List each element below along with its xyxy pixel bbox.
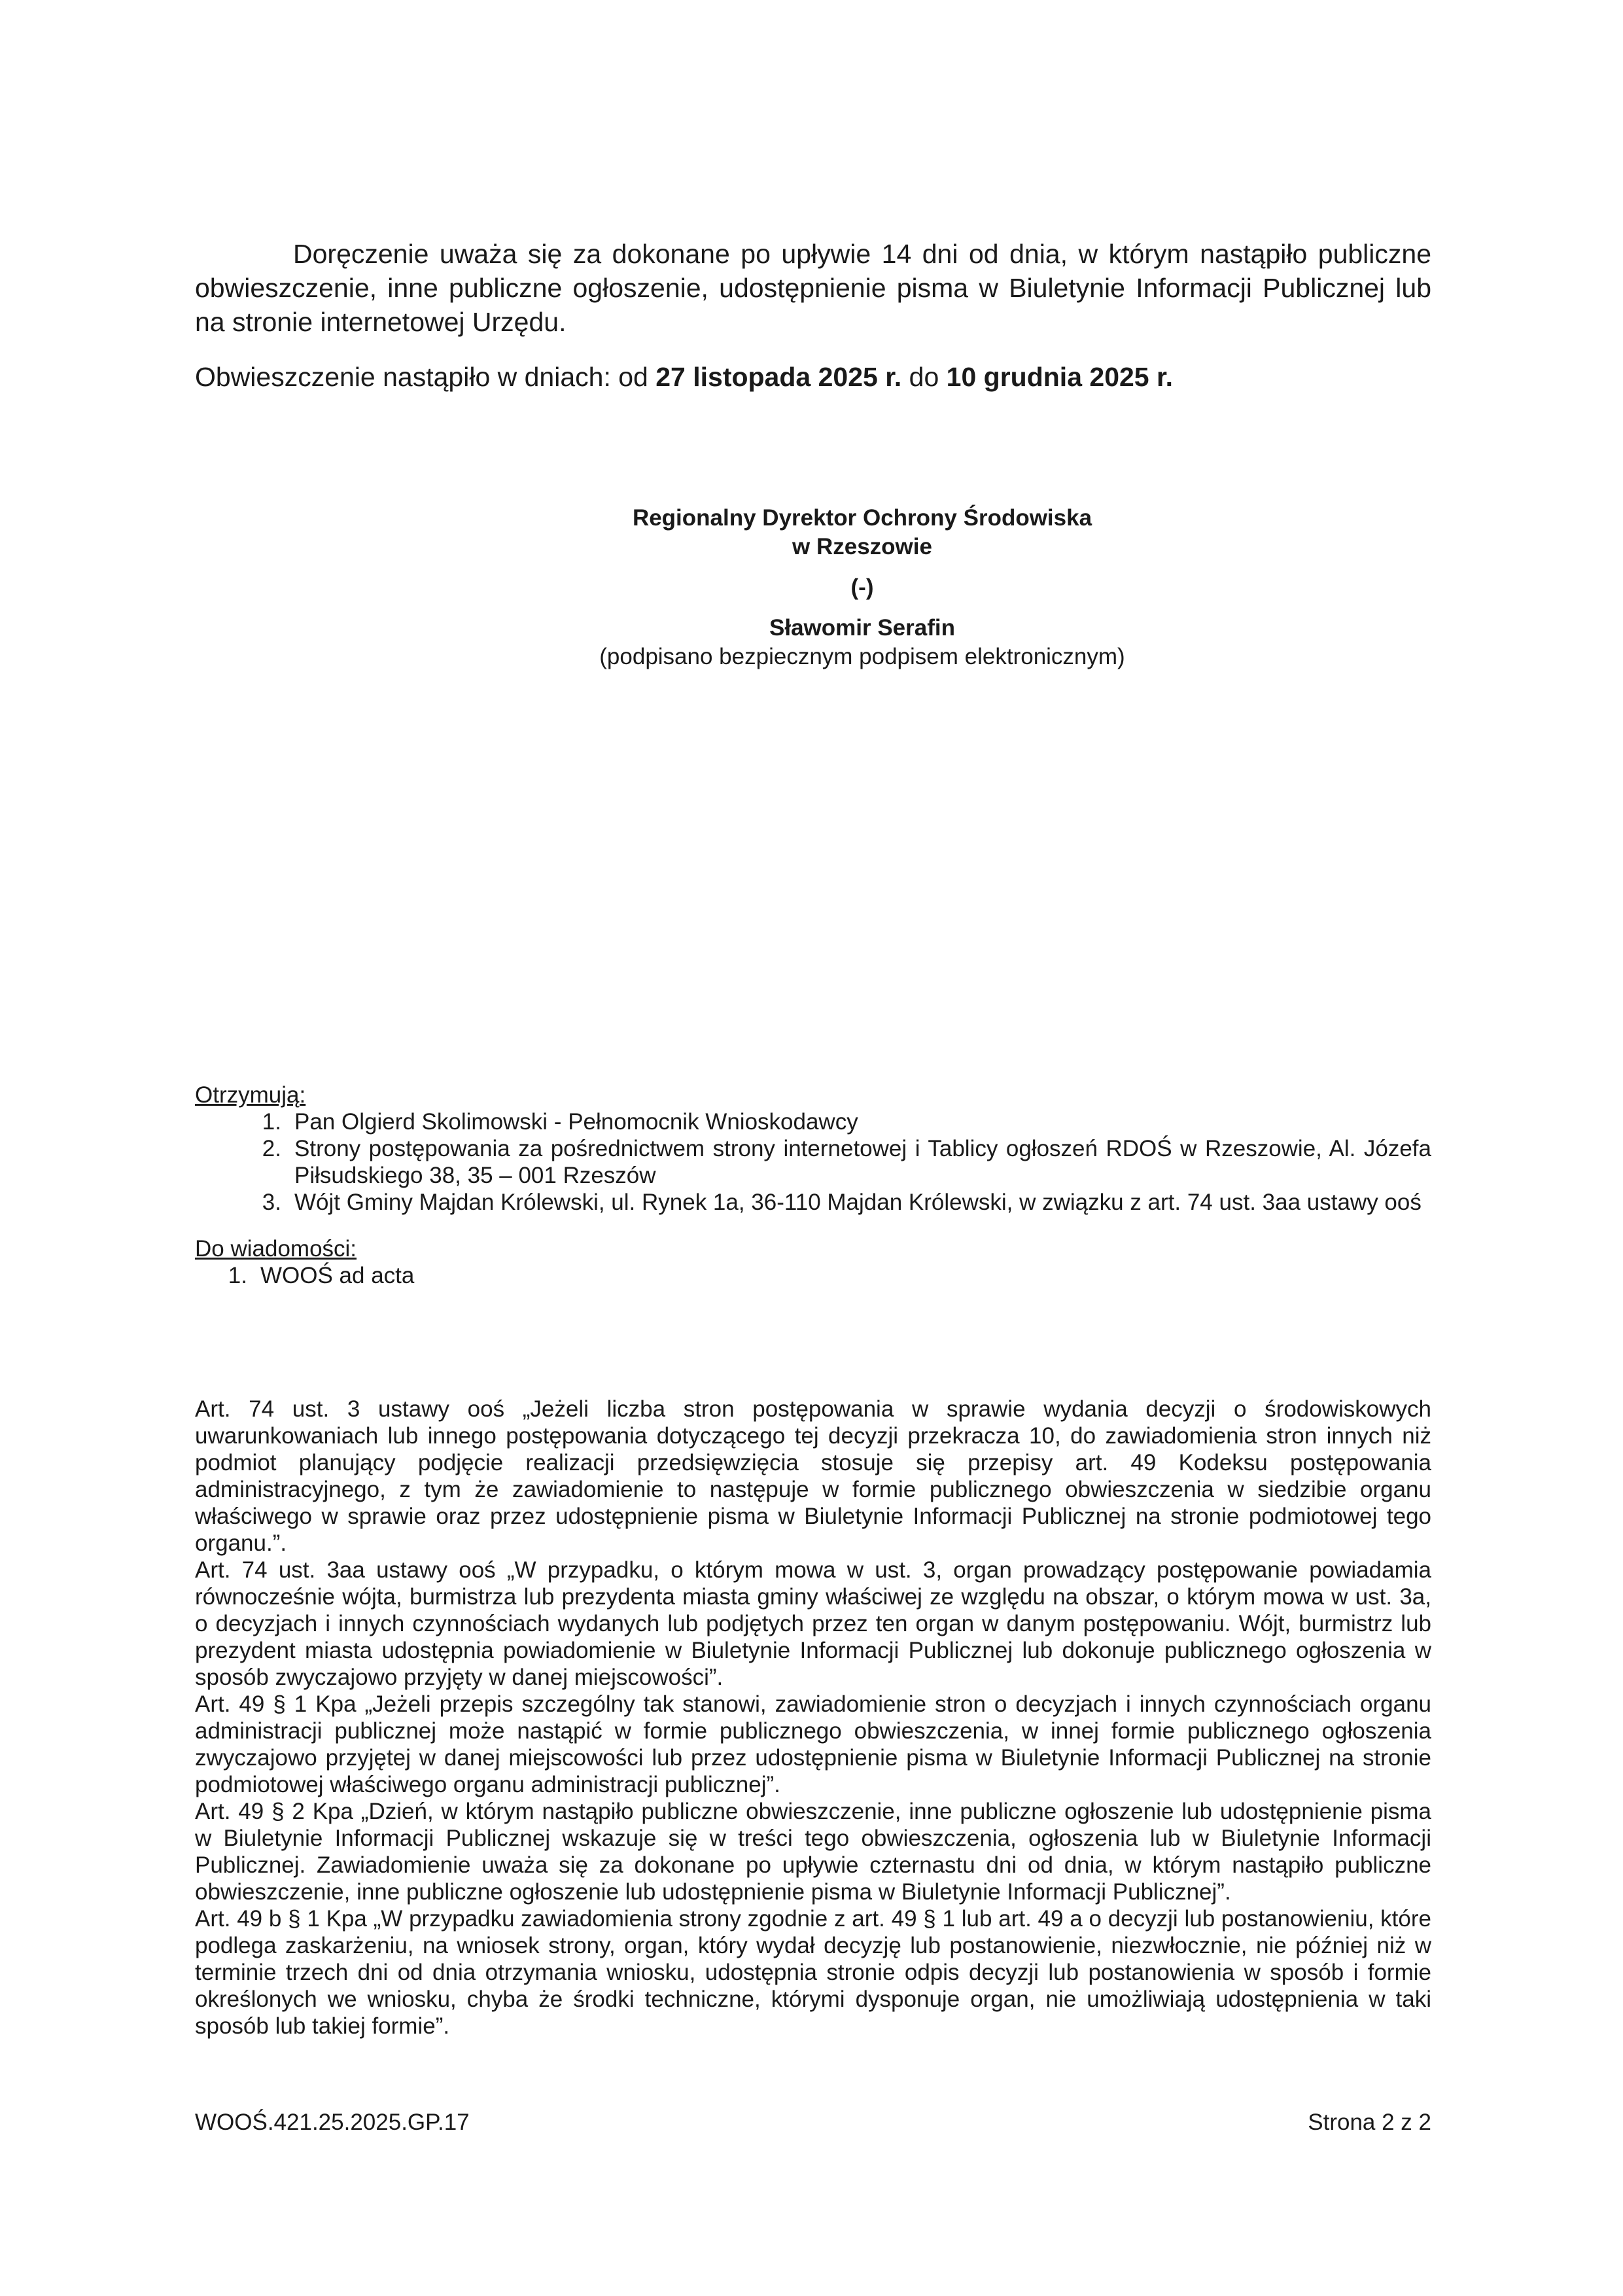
list-number: 3. [262,1190,281,1215]
intro-text: Doręczenie uważa się za dokonane po upływie 14 dni od dnia, w którym nastąpiło publiczne obwieszczenie, inne publiczne ogłoszenie, udostępnienie pisma w Biuletynie Informacji Publicznej lub na stronie internetowej Urzędu. [195,239,1431,337]
list-text: WOOŚ ad acta [260,1263,415,1288]
document-reference: WOOŚ.421.25.2025.GP.17 [195,2110,470,2135]
legal-paragraph: Art. 49 b § 1 Kpa „W przypadku zawiadomienia strony zgodnie z art. 49 § 1 lub art. 49 a o decyzji lub postanowieniu, które podlega zaskarżeniu, na wniosek strony, organ, który wydał decyzję lub postanowienie, niezwłocznie, nie później niż w terminie trzech dni od dnia otrzymania wniosku, udostępnia stronie odpis decyzji lub postanowienia w sposób i formie określonych we wniosku, chyba że środki techniczne, którymi dysponuje organ, nie umożliwiają udostępnienia w taki sposób lub takiej formie”. [195,1906,1431,2039]
intro-paragraph [195,237,1431,339]
list-item [195,1189,1431,1216]
list-item [195,1262,1431,1289]
legal-paragraph: Art. 49 § 2 Kpa „Dzień, w którym nastąpiło publiczne obwieszczenie, inne publiczne ogłoszenie lub udostępnienie pisma w Biuletynie Informacji Publicznej wskazuje się w treści tego obwieszczenia, ogłoszenia lub w Biuletynie Informacji Publicznej. Zawiadomienie uważa się za dokonane po upływie czternastu dni od dnia, w którym nastąpiło publiczne obwieszczenie, inne publiczne ogłoszenie lub udostępnienie pisma w Biuletynie Informacji Publicznej”. [195,1799,1431,1905]
signature-title-line1: Regionalny Dyrektor Ochrony Środowiska [632,505,1092,531]
list-text: Wójt Gminy Majdan Królewski, ul. Rynek 1a, 36-110 Majdan Królewski, w związku z art. 74 ust. 3aa ustawy ooś [294,1190,1422,1215]
recipients-heading: Otrzymują: [195,1082,306,1108]
for-info-heading: Do wiadomości: [195,1236,357,1262]
dates-prefix: Obwieszczenie nastąpiło w dniach: od [195,362,656,392]
legal-paragraph: Art. 49 § 1 Kpa „Jeżeli przepis szczególny tak stanowi, zawiadomienie stron o decyzjach i innych czynnościach organu administracji publicznej może nastąpić w formie publicznego obwieszczenia, w innej formie publicznego ogłoszenia zwyczajowo przyjętej w danej miejscowości lub przez udostępnienie pisma w Biuletynie Informacji Publicznej na stronie podmiotowej właściwego organu administracji publicznej”. [195,1691,1431,1797]
list-number: 1. [262,1109,281,1135]
list-number: 2. [262,1136,281,1161]
recipients-list [195,1108,1431,1216]
date-to: 10 grudnia 2025 r. [946,362,1174,392]
legal-paragraph: Art. 74 ust. 3aa ustawy ooś „W przypadku, o którym mowa w ust. 3, organ prowadzący postępowanie powiadamia równocześnie wójta, burmistrza lub prezydenta miasta gminy właściwej ze względu na obszar, o którym mowa w ust. 3a, o decyzjach i innych czynnościach wydanych lub podjętych przez ten organ w danym postępowaniu. Wójt, burmistrz lub prezydent miasta udostępnia powiadomienie w Biuletynie Informacji Publicznej lub dokonuje publicznego ogłoszenia w sposób zwyczajowo przyjęty w danej miejscowości”. [195,1557,1431,1690]
legal-paragraph: Art. 74 ust. 3 ustawy ooś „Jeżeli liczba stron postępowania w sprawie wydania decyzji o środowiskowych uwarunkowaniach lub innego postępowania dotyczącego tej decyzji przekracza 10, do zawiadomienia stron innych niż podmiot planujący podjęcie realizacji przedsięwzięcia stosuje się przepisy art. 49 Kodeksu postępowania administracyjnego, z tym że zawiadomienie to następuje w formie publicznego obwieszczenia w siedzibie organu właściwego w sprawie oraz przez udostępnienie pisma w Biuletynie Informacji Publicznej na stronie podmiotowej tego organu.”. [195,1396,1431,1556]
signature-block [522,504,1202,671]
publication-dates [195,360,1431,394]
recipients-section [195,1082,1431,1289]
for-info-section [195,1235,1431,1289]
list-number: 1. [228,1263,247,1288]
for-info-list [195,1262,1431,1289]
page-footer [195,2109,1431,2136]
signature-name: Sławomir Serafin [769,615,955,641]
legal-basis-section [195,1396,1431,2040]
list-item [195,1108,1431,1135]
list-text: Strony postępowania za pośrednictwem strony internetowej i Tablicy ogłoszeń RDOŚ w Rzeszowie, Al. Józefa Piłsudskiego 38, 35 – 001 Rzeszów [294,1136,1431,1188]
signature-mark: (-) [850,574,874,600]
page-number: Strona 2 z 2 [1308,2110,1431,2135]
list-item [195,1135,1431,1189]
date-from: 27 listopada 2025 r. [655,362,902,392]
dates-mid: do [901,362,947,392]
list-text: Pan Olgierd Skolimowski - Pełnomocnik Wnioskodawcy [294,1109,858,1135]
signature-note: (podpisano bezpiecznym podpisem elektronicznym) [599,644,1125,669]
signature-title-line2: w Rzeszowie [792,534,932,559]
